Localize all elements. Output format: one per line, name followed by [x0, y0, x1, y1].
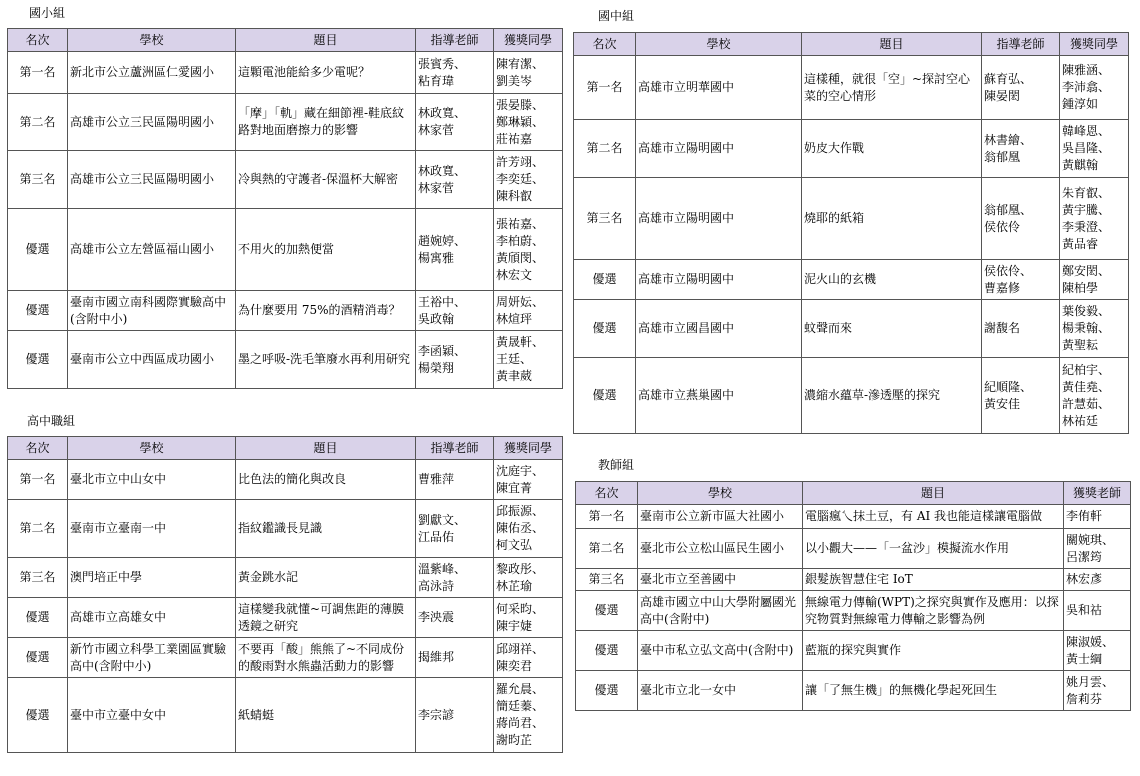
- school-cell: 臺北市立北一女中: [638, 671, 803, 711]
- header-teacher: 指導老師: [416, 29, 494, 52]
- school-cell: 高雄市立燕巢國中: [636, 358, 802, 434]
- header-rank: 名次: [574, 33, 636, 56]
- header-teacher: 指導老師: [982, 33, 1060, 56]
- table-row: [8, 151, 563, 209]
- teacher-award-table: [575, 481, 1131, 711]
- school-cell: 臺南市立臺南一中: [68, 500, 236, 558]
- teacher-cell: 李泱震: [416, 598, 494, 638]
- table-row: [576, 569, 1131, 591]
- table-row: [8, 94, 563, 151]
- teacher-cell: 林政寬、 林家菅: [416, 94, 494, 151]
- topic-cell: 「摩」「軌」藏在細節裡-鞋底紋路對地面磨擦力的影響: [236, 94, 416, 151]
- rank-cell: 優選: [8, 291, 68, 331]
- teacher-cell: 曹雅萍: [416, 460, 494, 500]
- students-cell: 邱振源、 陳佑丞、 柯文弘: [494, 500, 563, 558]
- rank-cell: 優選: [8, 598, 68, 638]
- topic-cell: 藍瓶的探究與實作: [803, 631, 1064, 671]
- table-row: [576, 671, 1131, 711]
- teacher-cell: 林書繪、 翁郁凰: [982, 120, 1060, 178]
- school-cell: 新北市公立蘆洲區仁愛國小: [68, 52, 236, 94]
- rank-cell: 第一名: [8, 460, 68, 500]
- rank-cell: 第三名: [8, 558, 68, 598]
- topic-cell: 以小觀大——「一盆沙」模擬流水作用: [803, 529, 1064, 569]
- school-cell: 臺中市私立弘文高中(含附中): [638, 631, 803, 671]
- school-cell: 高雄市公立三民區陽明國小: [68, 94, 236, 151]
- table-header-row: [576, 482, 1131, 505]
- table-row: [574, 120, 1129, 178]
- students-cell: 張祐嘉、 李柏蔚、 黃頎閔、 林宏文: [494, 209, 563, 291]
- header-students: 獲獎同學: [494, 437, 563, 460]
- header-rank: 名次: [8, 29, 68, 52]
- school-cell: 高雄市立陽明國中: [636, 260, 802, 300]
- students-cell: 邱翊祥、 陳奕君: [494, 638, 563, 678]
- school-cell: 高雄市立高雄女中: [68, 598, 236, 638]
- students-cell: 何采昀、 陳宇婕: [494, 598, 563, 638]
- teacher-cell: 李函穎、 楊榮翔: [416, 331, 494, 389]
- topic-cell: 無線電力傳輸(WPT)之探究與實作及應用：以探究物質對無線電力傳輸之影響為例: [803, 591, 1064, 631]
- teacher-cell: 蘇育弘、 陳晏閎: [982, 56, 1060, 120]
- senior-award-table: [7, 436, 563, 753]
- teacher-cell: 吳和祜: [1064, 591, 1131, 631]
- teacher-cell: 張賓秀、 粘育瑋: [416, 52, 494, 94]
- rank-cell: 第一名: [8, 52, 68, 94]
- school-cell: 高雄市立陽明國中: [636, 178, 802, 260]
- junior-award-table: [573, 32, 1129, 434]
- topic-cell: 這樣種，就很「空」~探討空心菜的空心情形: [802, 56, 982, 120]
- header-school: 學校: [68, 29, 236, 52]
- teacher-cell: 溫紫峰、 高泳詩: [416, 558, 494, 598]
- school-cell: 高雄市公立左營區福山國小: [68, 209, 236, 291]
- topic-cell: 冷與熱的守護者-保溫杯大解密: [236, 151, 416, 209]
- table-row: [8, 598, 563, 638]
- table-row: [576, 529, 1131, 569]
- topic-cell: 這顆電池能給多少電呢？: [236, 52, 416, 94]
- header-topic: 題目: [236, 437, 416, 460]
- rank-cell: 第三名: [8, 151, 68, 209]
- topic-cell: 蚊聲而來: [802, 300, 982, 358]
- table-row: [8, 52, 563, 94]
- teacher-cell: 紀順隆、 黃安佳: [982, 358, 1060, 434]
- teacher-cell: 關婉琪、 呂潔筠: [1064, 529, 1131, 569]
- rank-cell: 優選: [574, 358, 636, 434]
- rank-cell: 第二名: [8, 94, 68, 151]
- header-teacher: 指導老師: [416, 437, 494, 460]
- teacher-cell: 揭維邦: [416, 638, 494, 678]
- rank-cell: 第二名: [574, 120, 636, 178]
- students-cell: 陳雅涵、 李沛翕、 鍾淳如: [1060, 56, 1129, 120]
- rank-cell: 第一名: [574, 56, 636, 120]
- header-school: 學校: [636, 33, 802, 56]
- rank-cell: 優選: [574, 260, 636, 300]
- elementary-award-table: [7, 28, 563, 389]
- teacher-cell: 林宏彥: [1064, 569, 1131, 591]
- teacher-cell: 翁郁凰、 侯依伶: [982, 178, 1060, 260]
- teacher-cell: 林政寬、 林家菅: [416, 151, 494, 209]
- rank-cell: 第二名: [8, 500, 68, 558]
- teacher-cell: 侯依伶、 曹嘉修: [982, 260, 1060, 300]
- school-cell: 臺北市立至善國中: [638, 569, 803, 591]
- school-cell: 高雄市國立中山大學附屬國光高中(含附中): [638, 591, 803, 631]
- topic-cell: 濃縮水蘊草-滲透壓的探究: [802, 358, 982, 434]
- table-row: [8, 500, 563, 558]
- students-cell: 陳宥潔、 劉美岑: [494, 52, 563, 94]
- students-cell: 紀柏宇、 黃佳堯、 許慧茹、 林祐廷: [1060, 358, 1129, 434]
- topic-cell: 不要再「酸」熊熊了~不同成份的酸雨對水熊蟲活動力的影響: [236, 638, 416, 678]
- table-header-row: [8, 29, 563, 52]
- topic-cell: 不用火的加熱便當: [236, 209, 416, 291]
- school-cell: 臺南市公立中西區成功國小: [68, 331, 236, 389]
- teacher-cell: 劉獻文、 江品佑: [416, 500, 494, 558]
- teacher-cell: 趙婉婷、 楊寓雅: [416, 209, 494, 291]
- rank-cell: 優選: [576, 671, 638, 711]
- senior-group-title: 高中職組: [27, 414, 76, 428]
- table-row: [8, 638, 563, 678]
- table-row: [576, 591, 1131, 631]
- table-row: [8, 291, 563, 331]
- header-topic: 題目: [802, 33, 982, 56]
- school-cell: 臺北市立中山女中: [68, 460, 236, 500]
- table-row: [8, 209, 563, 291]
- rank-cell: 優選: [574, 300, 636, 358]
- topic-cell: 泥火山的玄機: [802, 260, 982, 300]
- topic-cell: 紙蜻蜓: [236, 678, 416, 753]
- teacher-cell: 陳淑媛、 黃士綱: [1064, 631, 1131, 671]
- table-header-row: [8, 437, 563, 460]
- teacher-group-title: 教師組: [598, 458, 635, 472]
- school-cell: 高雄市立國昌國中: [636, 300, 802, 358]
- table-row: [574, 178, 1129, 260]
- header-rank: 名次: [576, 482, 638, 505]
- rank-cell: 優選: [8, 209, 68, 291]
- table-row: [8, 558, 563, 598]
- students-cell: 葉俊毅、 楊秉翰、 黃聖耘: [1060, 300, 1129, 358]
- rank-cell: 優選: [8, 331, 68, 389]
- teacher-cell: 王裕中、 吳政翰: [416, 291, 494, 331]
- school-cell: 臺北市公立松山區民生國小: [638, 529, 803, 569]
- senior-rows: [8, 460, 563, 753]
- topic-cell: 黃金跳水記: [236, 558, 416, 598]
- school-cell: 高雄市公立三民區陽明國小: [68, 151, 236, 209]
- elementary-group-title: 國小組: [29, 6, 66, 20]
- junior-rows: [574, 56, 1129, 434]
- rank-cell: 優選: [576, 631, 638, 671]
- teacher-cell: 李侑軒: [1064, 505, 1131, 529]
- students-cell: 周妍妘、 林煊玶: [494, 291, 563, 331]
- rank-cell: 優選: [8, 678, 68, 753]
- rank-cell: 第三名: [576, 569, 638, 591]
- students-cell: 朱育叡、 黃宇騰、 李秉澄、 黃品睿: [1060, 178, 1129, 260]
- topic-cell: 奶皮大作戰: [802, 120, 982, 178]
- header-school: 學校: [68, 437, 236, 460]
- students-cell: 黃晟軒、 王廷、 黃聿葳: [494, 331, 563, 389]
- table-row: [8, 331, 563, 389]
- rank-cell: 優選: [8, 638, 68, 678]
- school-cell: 新竹市國立科學工業園區實驗高中(含附中小): [68, 638, 236, 678]
- students-cell: 鄭安閎、 陳柏學: [1060, 260, 1129, 300]
- students-cell: 許芳翊、 李奕廷、 陳科叡: [494, 151, 563, 209]
- rank-cell: 優選: [576, 591, 638, 631]
- school-cell: 臺中市立臺中女中: [68, 678, 236, 753]
- school-cell: 高雄市立陽明國中: [636, 120, 802, 178]
- table-header-row: [574, 33, 1129, 56]
- header-students: 獲獎同學: [1060, 33, 1129, 56]
- table-row: [574, 300, 1129, 358]
- topic-cell: 為什麼要用 75%的酒精消毒？: [236, 291, 416, 331]
- topic-cell: 電腦瘋乀抹土豆，有 AI 我也能這樣讓電腦做: [803, 505, 1064, 529]
- table-row: [574, 260, 1129, 300]
- teacher-rows: [576, 505, 1131, 711]
- school-cell: 臺南市公立新市區大社國小: [638, 505, 803, 529]
- header-topic: 題目: [236, 29, 416, 52]
- header-school: 學校: [638, 482, 803, 505]
- school-cell: 高雄市立明華國中: [636, 56, 802, 120]
- topic-cell: 指紋鑑識長見識: [236, 500, 416, 558]
- table-row: [574, 56, 1129, 120]
- students-cell: 沈庭宇、 陳宜菁: [494, 460, 563, 500]
- junior-group-title: 國中組: [598, 9, 635, 23]
- table-row: [576, 631, 1131, 671]
- topic-cell: 銀髮族智慧住宅 IoT: [803, 569, 1064, 591]
- topic-cell: 讓「了無生機」的無機化學起死回生: [803, 671, 1064, 711]
- header-students: 獲獎同學: [494, 29, 563, 52]
- header-topic: 題目: [803, 482, 1064, 505]
- students-cell: 黎政彤、 林芷瑜: [494, 558, 563, 598]
- topic-cell: 燒耶的紙箱: [802, 178, 982, 260]
- students-cell: 張晏滕、 鄭琳穎、 莊祐嘉: [494, 94, 563, 151]
- elementary-rows: [8, 52, 563, 389]
- header-award-teacher: 獲獎老師: [1064, 482, 1131, 505]
- topic-cell: 這樣變我就懂~可調焦距的薄膜透鏡之研究: [236, 598, 416, 638]
- students-cell: 韓峰恩、 吳昌隆、 黃麒翰: [1060, 120, 1129, 178]
- topic-cell: 比色法的簡化與改良: [236, 460, 416, 500]
- header-rank: 名次: [8, 437, 68, 460]
- school-cell: 澳門培正中學: [68, 558, 236, 598]
- students-cell: 羅允晨、 簡廷蓁、 蔣尚君、 謝昀芷: [494, 678, 563, 753]
- rank-cell: 第三名: [574, 178, 636, 260]
- teacher-cell: 謝馥名: [982, 300, 1060, 358]
- rank-cell: 第二名: [576, 529, 638, 569]
- rank-cell: 第一名: [576, 505, 638, 529]
- table-row: [576, 505, 1131, 529]
- teacher-cell: 姚月雲、 詹莉芬: [1064, 671, 1131, 711]
- teacher-cell: 李宗諺: [416, 678, 494, 753]
- table-row: [8, 460, 563, 500]
- school-cell: 臺南市國立南科國際實驗高中(含附中小): [68, 291, 236, 331]
- table-row: [574, 358, 1129, 434]
- table-row: [8, 678, 563, 753]
- topic-cell: 墨之呼吸-洗毛筆廢水再利用研究: [236, 331, 416, 389]
